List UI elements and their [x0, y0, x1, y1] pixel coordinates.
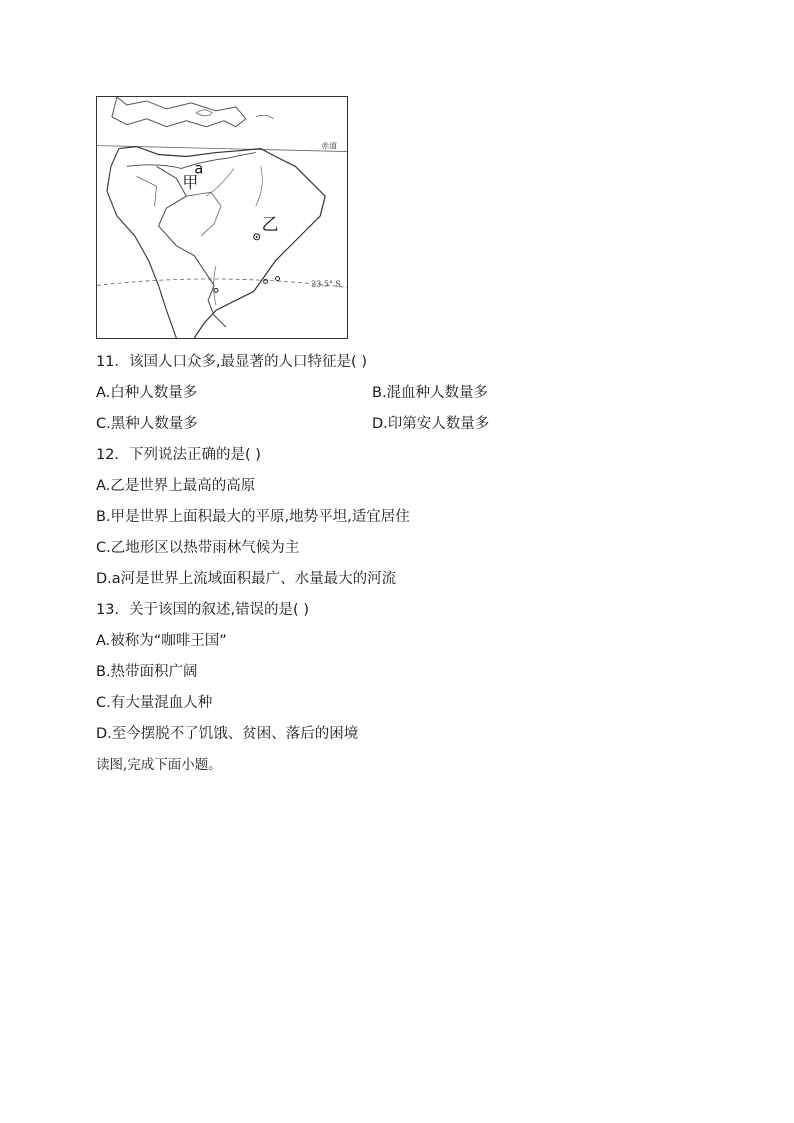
q11-option-c: C.黑种人数量多	[96, 416, 198, 432]
q13-option-a: A.被称为“咖啡王国”	[96, 633, 227, 649]
amazon-river	[127, 153, 256, 169]
q13-option-d: D.至今摆脱不了饥饿、贫困、落后的困境	[96, 726, 359, 742]
map-figure	[96, 96, 348, 339]
label-jia: 甲	[182, 173, 199, 193]
label-yi: 乙	[261, 213, 279, 234]
q11-option-d: D.印第安人数量多	[372, 416, 490, 432]
q13-option-b: B.热带面积广阔	[96, 664, 198, 680]
tropic-label: 23.5° S	[311, 279, 341, 289]
south-america-map	[97, 97, 347, 338]
tributary-2	[256, 166, 263, 206]
equator-label: 赤道	[321, 141, 338, 151]
inner-border-1	[186, 192, 221, 236]
q12-option-d: D.a河是世界上流域面积最广、水量最大的河流	[96, 571, 397, 587]
q13-option-c: C.有大量混血人种	[96, 695, 213, 711]
q12-option-c: C.乙地形区以热带雨林气候为主	[96, 540, 300, 556]
q12-option-a: A.乙是世界上最高的高原	[96, 478, 256, 494]
city-dot-3	[214, 288, 218, 292]
footer-instruction: 读图,完成下面小题。	[96, 757, 222, 773]
tropic-line	[97, 279, 347, 287]
q12-option-b: B.甲是世界上面积最大的平原,地势平坦,适宜居住	[96, 509, 410, 525]
question-12-stem: 12．下列说法正确的是( )	[96, 447, 261, 463]
label-a: a	[194, 159, 204, 178]
west-coast	[107, 149, 176, 338]
q11-option-a: A.白种人数量多	[96, 385, 198, 401]
island-1	[196, 110, 212, 116]
caribbean-coast	[112, 97, 246, 127]
continent-outline	[119, 147, 325, 338]
city-dot-2	[276, 277, 280, 281]
question-13-stem: 13．关于该国的叙述,错误的是( )	[96, 602, 309, 618]
question-11-stem: 11．该国人口众多,最显著的人口特征是( )	[96, 354, 367, 370]
inner-border-2	[137, 176, 157, 206]
island-2	[256, 115, 274, 119]
q11-option-b: B.混血种人数量多	[372, 385, 489, 401]
